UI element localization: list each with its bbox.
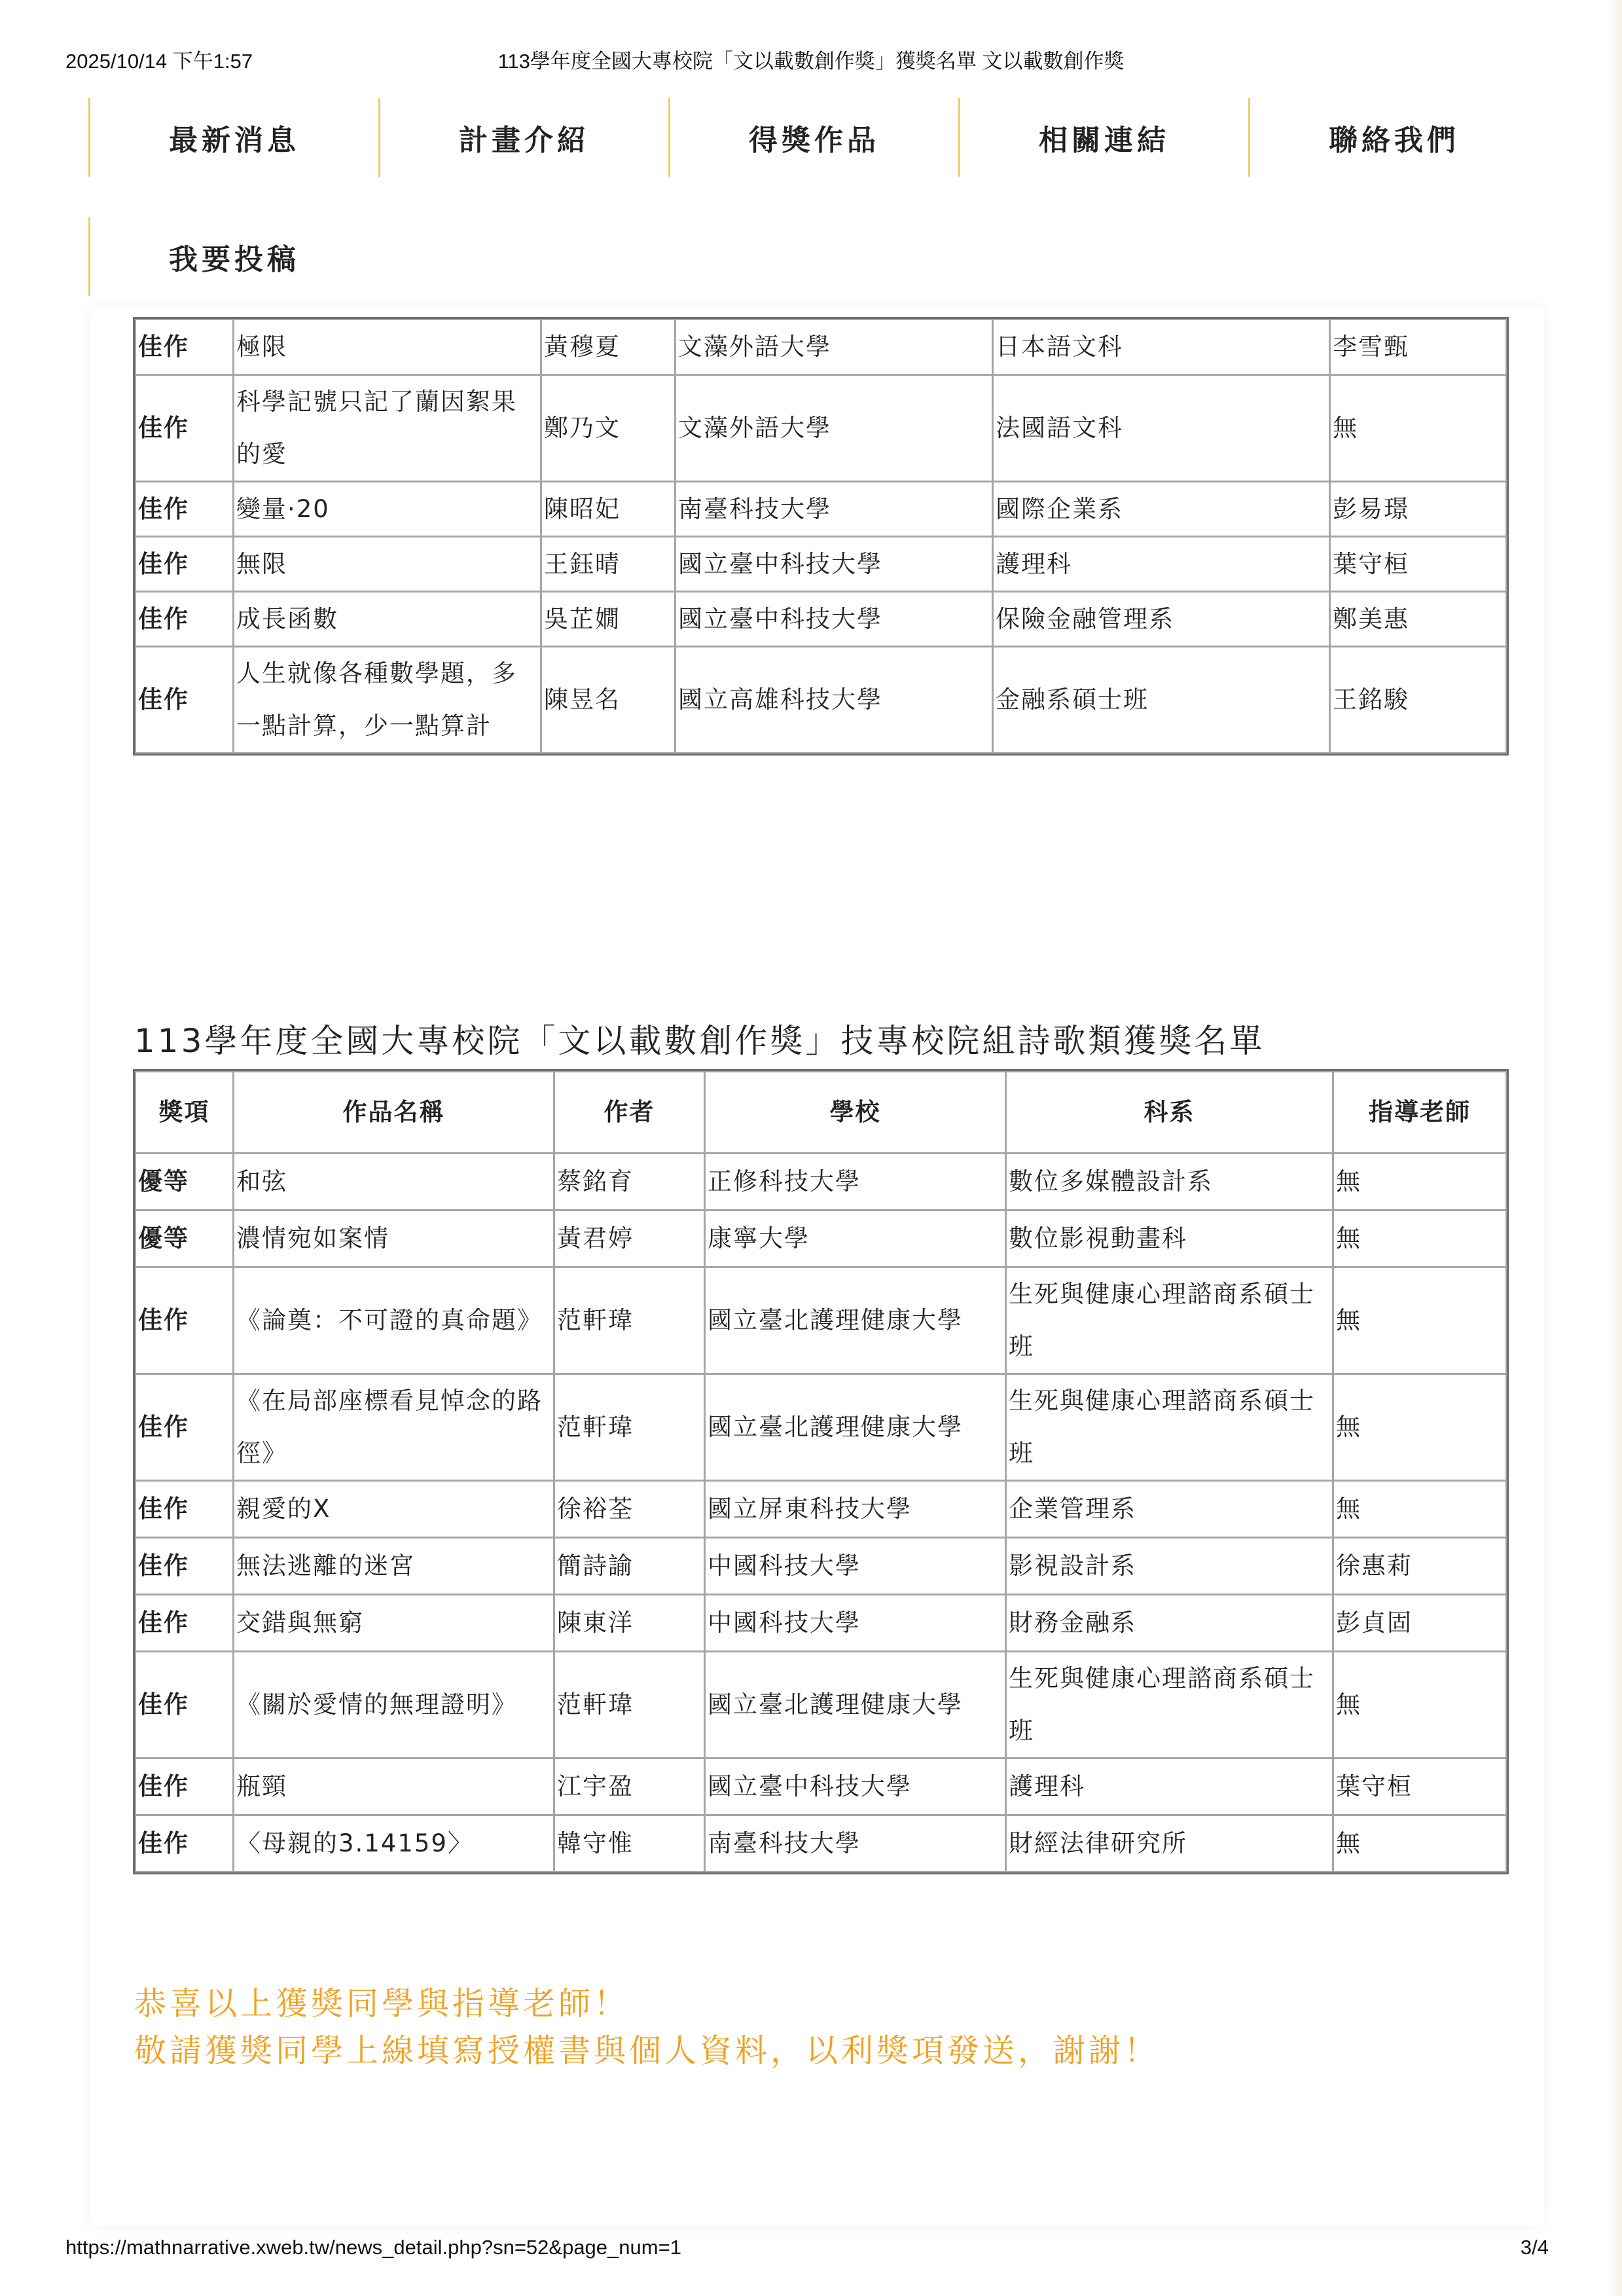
cell-department: 保險金融管理系 — [993, 592, 1330, 647]
cell-author: 吳芷嫺 — [541, 592, 676, 647]
cell-prize: 優等 — [135, 1154, 234, 1211]
nav-project-intro[interactable]: 計畫介紹 — [378, 98, 668, 177]
awards-table-poetry — [134, 1070, 1507, 1873]
cell-author: 黃君婷 — [554, 1211, 705, 1267]
cell-author: 陳昱名 — [541, 647, 676, 754]
nav-winning-works[interactable]: 得獎作品 — [668, 98, 958, 177]
cell-department: 財務金融系 — [1006, 1595, 1333, 1652]
cell-work-title: 無法逃離的迷宮 — [234, 1538, 554, 1595]
cell-work-title: 交錯與無窮 — [234, 1595, 554, 1652]
cell-work-title: 變量·20 — [234, 482, 541, 537]
table-row — [135, 537, 1507, 592]
cell-advisor: 葉守桓 — [1333, 1758, 1507, 1815]
cell-author: 蔡銘育 — [554, 1154, 705, 1211]
cell-prize: 佳作 — [135, 1815, 234, 1872]
cell-school: 國立臺中科技大學 — [676, 592, 993, 647]
congratulations-message — [134, 1980, 1159, 2075]
cell-prize: 佳作 — [135, 1267, 234, 1374]
cell-department: 數位影視動畫科 — [1006, 1211, 1333, 1267]
header-advisor: 指導老師 — [1333, 1072, 1507, 1154]
cell-advisor: 無 — [1333, 1267, 1507, 1374]
cell-advisor: 無 — [1333, 1154, 1507, 1211]
cell-school: 南臺科技大學 — [676, 482, 993, 537]
cell-department: 護理科 — [993, 537, 1330, 592]
cell-advisor: 李雪甄 — [1330, 319, 1507, 375]
table-header-row — [135, 1072, 1507, 1154]
cell-author: 鄭乃文 — [541, 375, 676, 482]
header-prize: 獎項 — [135, 1072, 234, 1154]
cell-prize: 優等 — [135, 1211, 234, 1267]
cell-work-title: 親愛的X — [234, 1481, 554, 1538]
cell-prize: 佳作 — [135, 647, 234, 754]
cell-work-title: 無限 — [234, 537, 541, 592]
cell-author: 范軒瑋 — [554, 1652, 705, 1758]
cell-advisor: 鄭美惠 — [1330, 592, 1507, 647]
table-row — [135, 1267, 1507, 1374]
cell-department: 影視設計系 — [1006, 1538, 1333, 1595]
cell-work-title: 濃情宛如案情 — [234, 1211, 554, 1267]
cell-advisor: 無 — [1333, 1481, 1507, 1538]
cell-work-title: 和弦 — [234, 1154, 554, 1211]
cell-prize: 佳作 — [135, 1652, 234, 1758]
cell-school: 文藻外語大學 — [676, 375, 993, 482]
cell-advisor: 無 — [1333, 1211, 1507, 1267]
nav-related-links[interactable]: 相關連結 — [958, 98, 1248, 177]
table-row — [135, 1538, 1507, 1595]
table-row — [135, 1211, 1507, 1267]
section-title-poetry: 113學年度全國大專校院「文以載數創作獎」技專校院組詩歌類獲獎名單 — [134, 1022, 1265, 1060]
cell-advisor: 無 — [1330, 375, 1507, 482]
cell-prize: 佳作 — [135, 482, 234, 537]
cell-prize: 佳作 — [135, 1538, 234, 1595]
cell-advisor: 王銘駿 — [1330, 647, 1507, 754]
cell-school: 康寧大學 — [705, 1211, 1006, 1267]
cell-author: 陳昭妃 — [541, 482, 676, 537]
cell-prize: 佳作 — [135, 1758, 234, 1815]
table-row — [135, 1652, 1507, 1758]
cell-work-title: 人生就像各種數學題，多一點計算，少一點算計 — [234, 647, 541, 754]
cell-school: 正修科技大學 — [705, 1154, 1006, 1211]
cell-author: 江宇盈 — [554, 1758, 705, 1815]
cell-author: 范軒瑋 — [554, 1374, 705, 1481]
cell-author: 黃穆夏 — [541, 319, 676, 375]
cell-school: 中國科技大學 — [705, 1538, 1006, 1595]
cell-school: 中國科技大學 — [705, 1595, 1006, 1652]
cell-school: 國立臺北護理健康大學 — [705, 1374, 1006, 1481]
cell-school: 國立高雄科技大學 — [676, 647, 993, 754]
cell-department: 法國語文科 — [993, 375, 1330, 482]
awards-table-continued — [134, 318, 1507, 754]
cell-advisor: 無 — [1333, 1374, 1507, 1481]
cell-prize: 佳作 — [135, 375, 234, 482]
cell-advisor: 無 — [1333, 1652, 1507, 1758]
cell-prize: 佳作 — [135, 1481, 234, 1538]
table-row — [135, 592, 1507, 647]
congrats-line-2: 敬請獲獎同學上線填寫授權書與個人資料，以利獎項發送，謝謝！ — [134, 2032, 1160, 2069]
cell-prize: 佳作 — [135, 1595, 234, 1652]
cell-work-title: 極限 — [234, 319, 541, 375]
cell-department: 護理科 — [1006, 1758, 1333, 1815]
print-page-number: 3/4 — [1520, 2236, 1549, 2259]
table-row — [135, 1595, 1507, 1652]
table-row — [135, 1815, 1507, 1872]
cell-author: 王鈺晴 — [541, 537, 676, 592]
cell-prize: 佳作 — [135, 319, 234, 375]
table-row — [135, 1374, 1507, 1481]
cell-author: 范軒瑋 — [554, 1267, 705, 1374]
cell-school: 國立臺北護理健康大學 — [705, 1267, 1006, 1374]
cell-department: 生死與健康心理諮商系碩士班 — [1006, 1374, 1333, 1481]
print-header — [65, 45, 1557, 77]
cell-school: 國立屏東科技大學 — [705, 1481, 1006, 1538]
cell-advisor: 徐惠莉 — [1333, 1538, 1507, 1595]
header-work-title: 作品名稱 — [234, 1072, 554, 1154]
cell-advisor: 無 — [1333, 1815, 1507, 1872]
secondary-nav — [88, 217, 378, 296]
congrats-line-1: 恭喜以上獲獎同學與指導老師！ — [134, 1985, 630, 2022]
cell-advisor: 彭貞固 — [1333, 1595, 1507, 1652]
cell-department: 企業管理系 — [1006, 1481, 1333, 1538]
table-row — [135, 319, 1507, 375]
cell-department: 數位多媒體設計系 — [1006, 1154, 1333, 1211]
nav-submit-work[interactable]: 我要投稿 — [88, 217, 378, 296]
nav-latest-news[interactable]: 最新消息 — [88, 98, 378, 177]
cell-department: 國際企業系 — [993, 482, 1330, 537]
cell-prize: 佳作 — [135, 537, 234, 592]
nav-contact-us[interactable]: 聯絡我們 — [1248, 98, 1538, 177]
cell-advisor: 葉守桓 — [1330, 537, 1507, 592]
header-school: 學校 — [705, 1072, 1006, 1154]
cell-work-title: 《關於愛情的無理證明》 — [234, 1652, 554, 1758]
cell-work-title: 《論奠：不可證的真命題》 — [234, 1267, 554, 1374]
main-nav — [88, 98, 1538, 177]
cell-advisor: 彭易璟 — [1330, 482, 1507, 537]
cell-school: 國立臺北護理健康大學 — [705, 1652, 1006, 1758]
cell-work-title: 《在局部座標看見悼念的路徑》 — [234, 1374, 554, 1481]
cell-department: 金融系碩士班 — [993, 647, 1330, 754]
print-footer — [65, 2236, 1557, 2269]
table-row — [135, 1481, 1507, 1538]
print-datetime: 2025/10/14 下午1:57 — [65, 50, 253, 73]
table-row — [135, 647, 1507, 754]
header-author: 作者 — [554, 1072, 705, 1154]
cell-author: 韓守惟 — [554, 1815, 705, 1872]
header-department: 科系 — [1006, 1072, 1333, 1154]
cell-school: 南臺科技大學 — [705, 1815, 1006, 1872]
cell-author: 簡詩諭 — [554, 1538, 705, 1595]
cell-work-title: 科學記號只記了蘭因絮果的愛 — [234, 375, 541, 482]
cell-work-title: 〈母親的3.14159〉 — [234, 1815, 554, 1872]
cell-department: 生死與健康心理諮商系碩士班 — [1006, 1267, 1333, 1374]
cell-school: 國立臺中科技大學 — [705, 1758, 1006, 1815]
print-url: https://mathnarrative.xweb.tw/news_detail.php?sn=52&page_num=1 — [65, 2236, 681, 2259]
table-row — [135, 1758, 1507, 1815]
cell-author: 徐裕荃 — [554, 1481, 705, 1538]
print-page-title: 113學年度全國大專校院「文以載數創作獎」獲獎名單 文以載數創作獎 — [497, 50, 1125, 73]
table-row — [135, 482, 1507, 537]
cell-work-title: 成長函數 — [234, 592, 541, 647]
cell-school: 國立臺中科技大學 — [676, 537, 993, 592]
table-row — [135, 1154, 1507, 1211]
cell-work-title: 瓶頸 — [234, 1758, 554, 1815]
page-right-edge — [1608, 0, 1622, 2296]
cell-prize: 佳作 — [135, 592, 234, 647]
cell-department: 日本語文科 — [993, 319, 1330, 375]
cell-department: 生死與健康心理諮商系碩士班 — [1006, 1652, 1333, 1758]
cell-author: 陳東洋 — [554, 1595, 705, 1652]
cell-department: 財經法律研究所 — [1006, 1815, 1333, 1872]
table-row — [135, 375, 1507, 482]
cell-school: 文藻外語大學 — [676, 319, 993, 375]
cell-prize: 佳作 — [135, 1374, 234, 1481]
